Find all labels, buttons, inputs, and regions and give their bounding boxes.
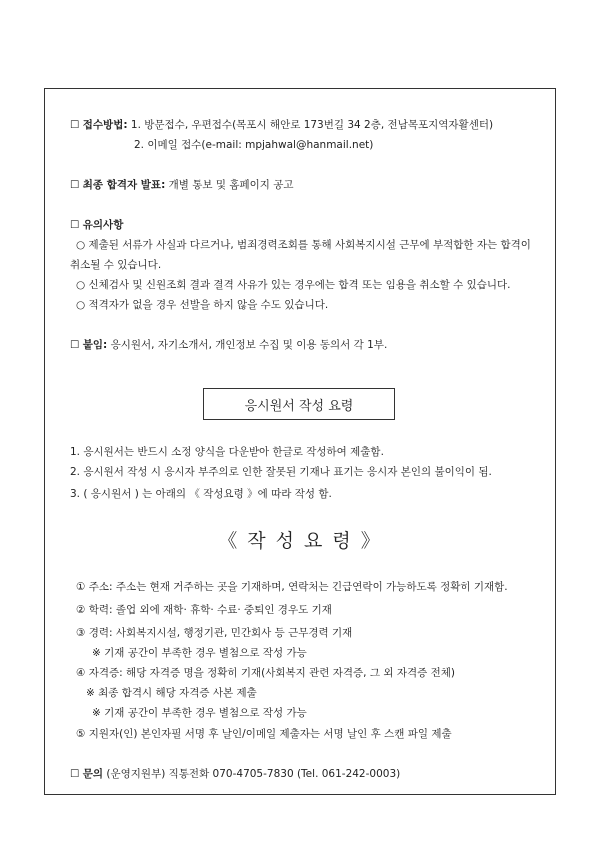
guide-note: ※ 기재 공간이 부족한 경우 별첨으로 작성 가능 (92, 707, 307, 719)
announce-text: 개별 통보 및 홈페이지 공고 (168, 179, 294, 191)
checkbox-icon: ☐ (70, 179, 80, 191)
apply-label: 접수방법: (82, 119, 128, 131)
note-item: ○ 제출된 서류가 사실과 다르거나, 범죄경력조회를 통해 사회복지시설 근무에 부적합한 자는 합격이 (76, 239, 531, 251)
guide-item: ② 학력: 졸업 외에 재학· 휴학· 수료· 중퇴인 경우도 기재 (76, 604, 332, 616)
note-item: ○ 적격자가 없을 경우 선발을 하지 않을 수도 있습니다. (76, 299, 329, 311)
contact-text: (운영지원부) 직통전화 070-4705-7830 (Tel. 061-242-0003) (106, 768, 401, 780)
note-item: ○ 신체검사 및 신원조회 결과 결격 사유가 있는 경우에는 합격 또는 임용을 취소할 수 있습니다. (76, 279, 511, 291)
apply-line-1 (70, 118, 493, 132)
guide-item: ⑤ 지원자(인) 본인자필 서명 후 날인/이메일 제출자는 서명 날인 후 스캔 파일 제출 (76, 728, 452, 740)
checkbox-icon: ☐ (70, 768, 80, 780)
guide-note: ※ 최종 합격시 해당 자격증 사본 제출 (86, 687, 257, 699)
guide-item: ③ 경력: 사회복지시설, 행정기관, 민간회사 등 근무경력 기재 (76, 627, 353, 639)
guide-item: ① 주소: 주소는 현재 거주하는 곳을 기재하며, 연락처는 긴급연락이 가능하도록 정확히 기재함. (76, 581, 508, 593)
notes-heading (70, 218, 123, 232)
attach-label: 붙임: (82, 339, 108, 351)
apply-method-1: 1. 방문접수, 우편접수(목포시 해안로 173번길 34 2층, 전남목포지역자활센터) (130, 119, 494, 131)
contact-line (70, 767, 400, 781)
contact-label: 문의 (82, 768, 104, 780)
guide-box-title: 응시원서 작성 요령 (203, 388, 395, 420)
note-item: 취소될 수 있습니다. (70, 259, 162, 271)
guide-title: 《 작 성 요 령 》 (218, 530, 382, 552)
guide-intro-item: 3. ( 응시원서 ) 는 아래의 《 작성요령 》에 따라 작성 함. (70, 488, 332, 500)
attach-text: 응시원서, 자기소개서, 개인정보 수집 및 이용 동의서 각 1부. (110, 339, 388, 351)
announce-label: 최종 합격자 발표: (82, 179, 166, 191)
guide-intro-item: 1. 응시원서는 반드시 소정 양식을 다운받아 한글로 작성하여 제출함. (70, 446, 384, 458)
checkbox-icon: ☐ (70, 339, 80, 351)
guide-note: ※ 기재 공간이 부족한 경우 별첨으로 작성 가능 (92, 647, 307, 659)
notes-label: 유의사항 (82, 219, 124, 231)
attach-line (70, 338, 387, 352)
checkbox-icon: ☐ (70, 119, 80, 131)
checkbox-icon: ☐ (70, 219, 80, 231)
announce-line (70, 178, 294, 192)
apply-method-2: 2. 이메일 접수(e-mail: mpjahwal@hanmail.net) (134, 139, 374, 151)
guide-item: ④ 자격증: 해당 자격증 명을 정확히 기재(사회복지 관련 자격증, 그 외 자격증 전체) (76, 667, 455, 679)
guide-intro-item: 2. 응시원서 작성 시 응시자 부주의로 인한 잘못된 기재나 표기는 응시자 본인의 불이익이 됨. (70, 466, 492, 478)
